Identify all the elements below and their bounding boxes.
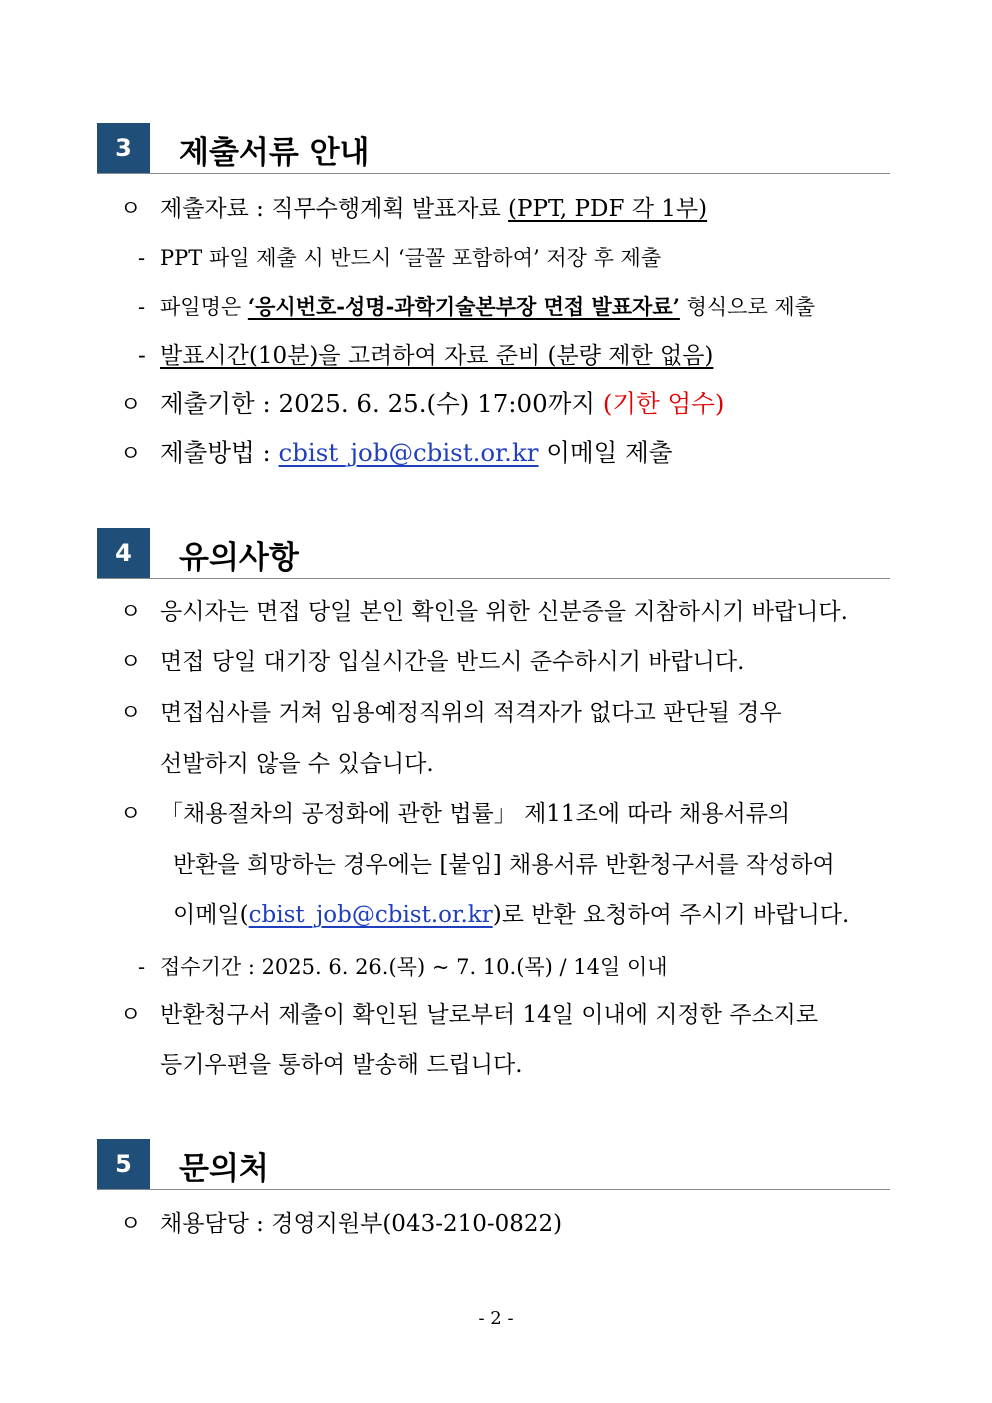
notice-text: 이메일( bbox=[173, 902, 249, 928]
section-number-badge: 5 bbox=[97, 1139, 150, 1189]
notice-text: 면접 당일 대기장 입실시간을 반드시 준수하시기 바랍니다. bbox=[160, 649, 745, 675]
presentation-time-note: 발표시간(10분)을 고려하여 자료 준비 (분량 제한 없음) bbox=[160, 343, 714, 369]
section-5-header bbox=[97, 1139, 890, 1190]
email-link[interactable]: cbist_job@cbist.or.kr bbox=[278, 438, 539, 467]
method-suffix: 이메일 제출 bbox=[538, 438, 673, 467]
bullet-icon: ㅇ bbox=[120, 442, 142, 467]
dash-icon: - bbox=[138, 343, 146, 369]
bullet-icon: ㅇ bbox=[120, 701, 142, 726]
section-3-header bbox=[97, 123, 890, 174]
method-label: 제출방법 : bbox=[160, 438, 279, 467]
email-link[interactable]: cbist_job@cbist.or.kr bbox=[248, 902, 493, 928]
bullet-icon: ㅇ bbox=[120, 393, 142, 418]
list-subitem bbox=[138, 243, 661, 273]
bullet-icon: ㅇ bbox=[120, 802, 142, 827]
notice-text: 반환청구서 제출이 확인된 날로부터 14일 이내에 지정한 주소지로 bbox=[160, 1002, 819, 1028]
filename-format: ‘응시번호-성명-과학기술본부장 면접 발표자료’ bbox=[247, 294, 680, 319]
section-title: 제출서류 안내 bbox=[179, 135, 370, 171]
dash-icon: - bbox=[138, 955, 146, 979]
deadline-label: 제출기한 : 2025. 6. 25.(수) 17:00까지 bbox=[160, 389, 603, 418]
section-title: 유의사항 bbox=[179, 540, 299, 576]
notice-text: 선발하지 않을 수 있습니다. bbox=[160, 751, 434, 777]
section-4-header bbox=[97, 528, 890, 579]
list-item bbox=[120, 799, 790, 830]
list-item bbox=[120, 698, 782, 729]
bullet-icon: ㅇ bbox=[120, 1003, 142, 1028]
list-subitem bbox=[138, 341, 713, 371]
page-number: - 2 - bbox=[478, 1308, 514, 1329]
section-title: 문의처 bbox=[179, 1151, 269, 1187]
sub-item-text: 접수기간 : 2025. 6. 26.(목) ~ 7. 10.(목) / 14일 이내 bbox=[160, 955, 668, 979]
bullet-icon: ㅇ bbox=[120, 650, 142, 675]
section-number-badge: 4 bbox=[97, 528, 150, 578]
sub-item-text: 파일명은 bbox=[160, 295, 248, 319]
submission-docs-format: (PPT, PDF 각 1부) bbox=[508, 196, 708, 222]
submission-docs-label: 제출자료 : 직무수행계획 발표자료 bbox=[160, 196, 509, 222]
list-item bbox=[120, 1209, 562, 1240]
notice-continuation bbox=[160, 1050, 523, 1080]
list-item bbox=[120, 1000, 818, 1031]
dash-icon: - bbox=[138, 246, 146, 270]
bullet-icon: ㅇ bbox=[120, 600, 142, 625]
bullet-icon: ㅇ bbox=[120, 1212, 142, 1237]
sub-item-text: 형식으로 제출 bbox=[679, 295, 816, 319]
deadline-note: (기한 엄수) bbox=[602, 389, 725, 418]
list-item bbox=[120, 597, 848, 628]
bullet-icon: ㅇ bbox=[120, 197, 142, 222]
notice-text: )로 반환 요청하여 주시기 바랍니다. bbox=[492, 902, 850, 928]
notice-continuation bbox=[160, 749, 434, 779]
list-item bbox=[120, 389, 724, 421]
list-subitem bbox=[138, 952, 668, 982]
list-subitem bbox=[138, 292, 815, 322]
list-item bbox=[120, 438, 672, 470]
contact-text: 채용담당 : 경영지원부(043-210-0822) bbox=[160, 1211, 563, 1237]
section-number-badge: 3 bbox=[97, 123, 150, 173]
sub-item-text: PPT 파일 제출 시 반드시 ‘글꼴 포함하여’ 저장 후 제출 bbox=[160, 246, 662, 270]
list-item bbox=[120, 647, 744, 678]
notice-text: 등기우편을 통하여 발송해 드립니다. bbox=[160, 1052, 523, 1078]
list-item bbox=[120, 194, 707, 225]
notice-text: 「채용절차의 공정화에 관한 법률」 제11조에 따라 채용서류의 bbox=[160, 801, 791, 827]
dash-icon: - bbox=[138, 295, 146, 319]
notice-text: 면접심사를 거쳐 임용예정직위의 적격자가 없다고 판단될 경우 bbox=[160, 700, 782, 726]
notice-continuation bbox=[173, 850, 835, 880]
notice-continuation bbox=[173, 900, 849, 930]
notice-text: 반환을 희망하는 경우에는 [붙임] 채용서류 반환청구서를 작성하여 bbox=[173, 852, 835, 878]
notice-text: 응시자는 면접 당일 본인 확인을 위한 신분증을 지참하시기 바랍니다. bbox=[160, 599, 848, 625]
